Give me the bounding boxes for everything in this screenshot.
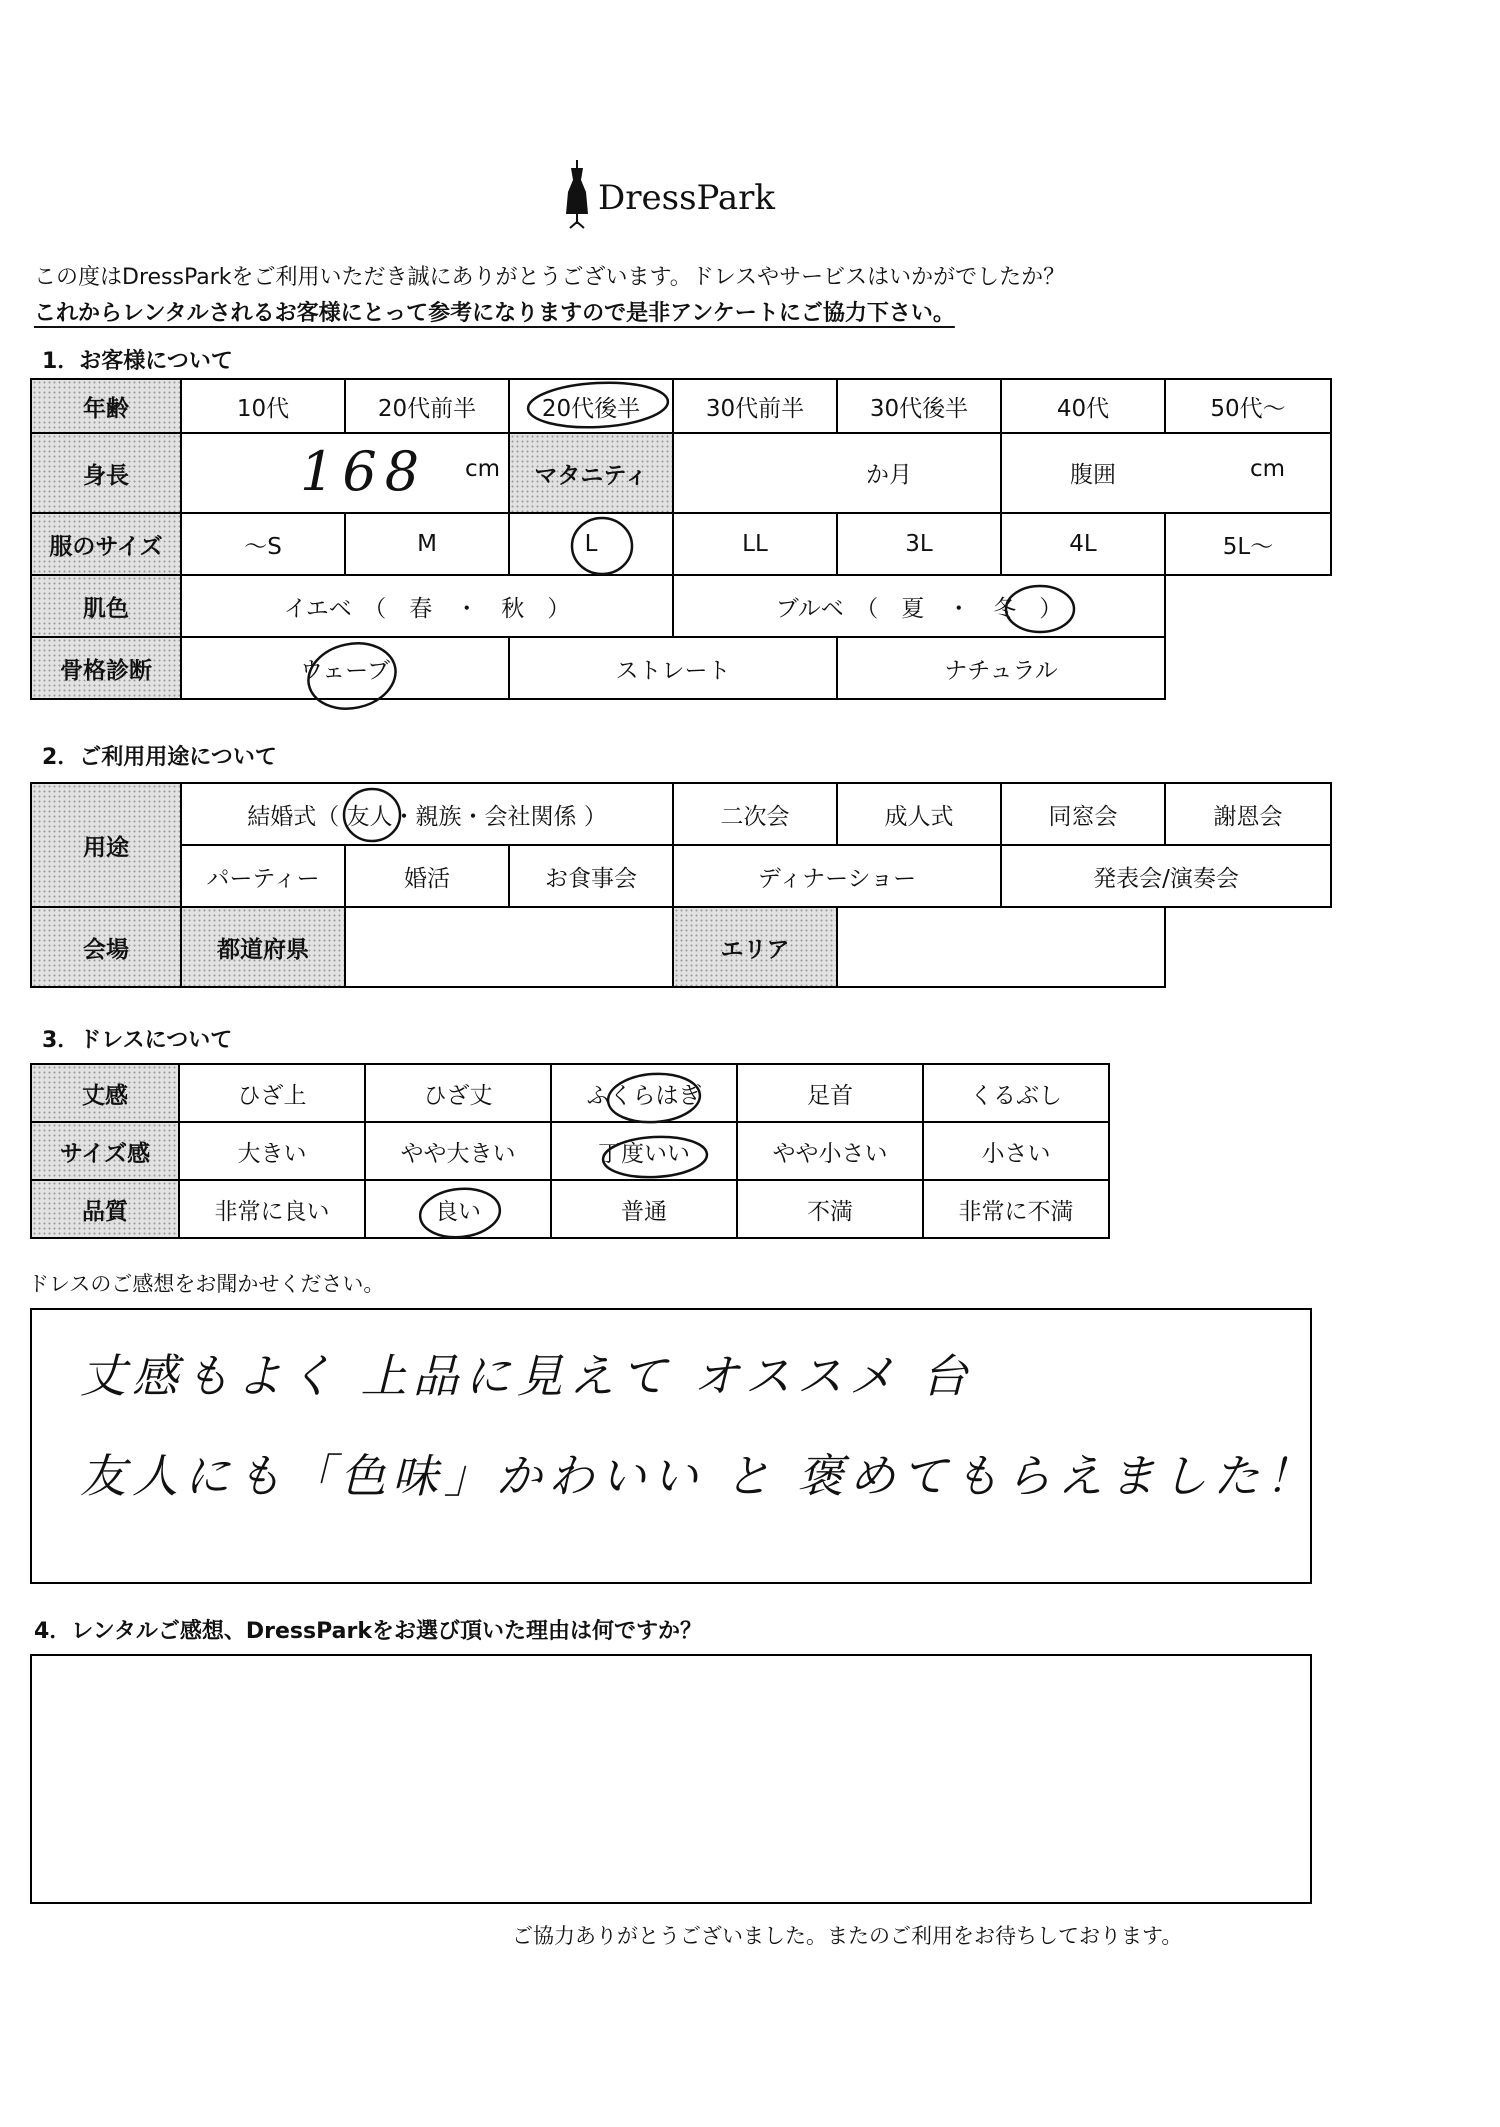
prefecture-label: 都道府県 xyxy=(181,907,345,987)
purpose-option[interactable]: 二次会 xyxy=(673,783,837,845)
age-option[interactable]: 40代 xyxy=(1001,379,1165,433)
dresspark-logo xyxy=(560,158,800,230)
length-option[interactable]: くるぶし xyxy=(923,1064,1109,1122)
logo-text: DressPark xyxy=(598,178,776,218)
quality-option[interactable]: 普通 xyxy=(551,1180,737,1238)
waist-unit: cm xyxy=(1250,456,1286,482)
height-value: 168 xyxy=(300,440,428,503)
fit-option[interactable]: やや大きい xyxy=(365,1122,551,1180)
impressions-title: ドレスのご感想をお聞かせください。 xyxy=(28,1272,385,1296)
age-option-selected[interactable]: 20代後半 xyxy=(509,379,673,433)
height-row xyxy=(31,433,1331,513)
fit-option[interactable]: やや小さい xyxy=(737,1122,923,1180)
length-option[interactable]: ひざ上 xyxy=(179,1064,365,1122)
area-label: エリア xyxy=(673,907,837,987)
length-option[interactable]: ひざ丈 xyxy=(365,1064,551,1122)
purpose-row-1 xyxy=(31,783,1331,845)
skin-label: 肌色 xyxy=(31,575,181,637)
size-option[interactable]: LL xyxy=(673,513,837,575)
size-label: 服のサイズ xyxy=(31,513,181,575)
section3-title: 3．ドレスについて xyxy=(42,1028,233,1053)
thanks-text: ご協力ありがとうございました。またのご利用をお待ちしております。 xyxy=(512,1924,1183,1948)
age-option[interactable]: 20代前半 xyxy=(345,379,509,433)
purpose-label: 用途 xyxy=(31,783,181,907)
purpose-table xyxy=(30,782,1332,988)
fit-option[interactable]: 小さい xyxy=(923,1122,1109,1180)
age-option[interactable]: 10代 xyxy=(181,379,345,433)
intro-text: この度はDressParkをご利用いただき誠にありがとうございます。ドレスやサービスはいかがでしたか？ xyxy=(34,265,1066,290)
skin-row xyxy=(31,575,1331,637)
height-unit: cm xyxy=(464,456,500,482)
size-option[interactable]: 5L〜 xyxy=(1165,513,1331,575)
age-row xyxy=(31,379,1331,433)
section2-title: 2．ご利用用途について xyxy=(42,745,277,770)
venue-row xyxy=(31,907,1331,987)
fit-option-selected[interactable]: 丁度いい xyxy=(551,1122,737,1180)
quality-option[interactable]: 不満 xyxy=(737,1180,923,1238)
purpose-option[interactable]: 発表会/演奏会 xyxy=(1001,845,1331,907)
size-option[interactable]: 〜S xyxy=(181,513,345,575)
customer-table xyxy=(30,378,1332,700)
frame-label: 骨格診断 xyxy=(31,637,181,699)
purpose-option[interactable]: 謝恩会 xyxy=(1165,783,1331,845)
frame-option[interactable]: ナチュラル xyxy=(837,637,1165,699)
purpose-option[interactable]: 同窓会 xyxy=(1001,783,1165,845)
venue-label: 会場 xyxy=(31,907,181,987)
height-label: 身長 xyxy=(31,433,181,513)
frame-option[interactable]: ストレート xyxy=(509,637,837,699)
waist-label: 腹囲 xyxy=(1070,462,1116,488)
waist-field[interactable] xyxy=(1001,433,1331,513)
frame-option-selected[interactable]: ウェーブ xyxy=(181,637,509,699)
skin-option-yellow[interactable]: イエベ （ 春 ・ 秋 ） xyxy=(181,575,673,637)
age-option[interactable]: 50代〜 xyxy=(1165,379,1331,433)
size-row xyxy=(31,513,1331,575)
purpose-option[interactable]: パーティー xyxy=(181,845,345,907)
size-option-selected[interactable]: L xyxy=(509,513,673,575)
intro-request: これからレンタルされるお客様にとって参考になりますので是非アンケートにご協力下さい。 xyxy=(34,301,955,326)
purpose-option[interactable]: 婚活 xyxy=(345,845,509,907)
dress-icon xyxy=(560,158,594,230)
area-field[interactable] xyxy=(837,907,1165,987)
purpose-row-2 xyxy=(31,845,1331,907)
reason-box[interactable] xyxy=(30,1654,1312,1904)
impressions-box[interactable] xyxy=(30,1308,1318,1584)
maternity-label: マタニティ xyxy=(509,433,673,513)
quality-row xyxy=(31,1180,1109,1238)
age-option[interactable]: 30代後半 xyxy=(837,379,1001,433)
purpose-wedding[interactable]: 結婚式（ 友人・親族・会社関係 ） xyxy=(181,783,673,845)
impressions-line-2: 友人にも「色味」かわいい と 褒めてもらえました！ xyxy=(80,1449,1318,1503)
prefecture-field[interactable] xyxy=(345,907,673,987)
section1-title: 1．お客様について xyxy=(42,349,233,374)
fit-option[interactable]: 大きい xyxy=(179,1122,365,1180)
length-row xyxy=(31,1064,1109,1122)
age-option[interactable]: 30代前半 xyxy=(673,379,837,433)
dress-table xyxy=(30,1063,1110,1239)
skin-option-blue[interactable]: ブルベ （ 夏 ・ 冬 ） xyxy=(673,575,1165,637)
quality-option[interactable]: 非常に不満 xyxy=(923,1180,1109,1238)
frame-row xyxy=(31,637,1331,699)
length-option[interactable]: 足首 xyxy=(737,1064,923,1122)
impressions-line-1: 丈感もよく 上品に見えて オススメ 台 xyxy=(80,1349,974,1403)
purpose-option[interactable]: 成人式 xyxy=(837,783,1001,845)
section4-title: 4．レンタルご感想、DressParkをお選び頂いた理由は何ですか？ xyxy=(34,1619,702,1644)
purpose-option[interactable]: ディナーショー xyxy=(673,845,1001,907)
length-option-selected[interactable]: ふくらはぎ xyxy=(551,1064,737,1122)
size-option[interactable]: 4L xyxy=(1001,513,1165,575)
quality-label: 品質 xyxy=(31,1180,179,1238)
size-option[interactable]: 3L xyxy=(837,513,1001,575)
length-label: 丈感 xyxy=(31,1064,179,1122)
fit-label: サイズ感 xyxy=(31,1122,179,1180)
quality-option-selected[interactable]: 良い xyxy=(365,1180,551,1238)
maternity-months-field[interactable] xyxy=(673,433,1001,513)
size-option[interactable]: M xyxy=(345,513,509,575)
months-unit: か月 xyxy=(866,462,912,488)
quality-option[interactable]: 非常に良い xyxy=(179,1180,365,1238)
height-field[interactable] xyxy=(181,433,509,513)
age-label: 年齢 xyxy=(31,379,181,433)
purpose-option[interactable]: お食事会 xyxy=(509,845,673,907)
fit-row xyxy=(31,1122,1109,1180)
